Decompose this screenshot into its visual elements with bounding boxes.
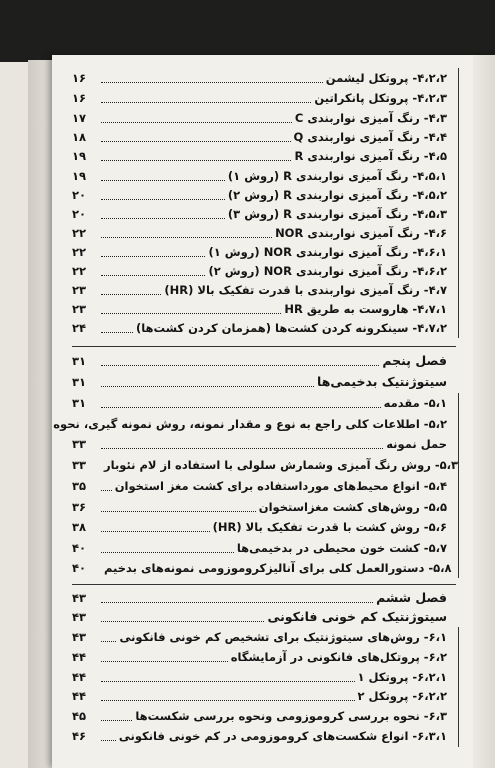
chapter-subheading: ۴۳ سیتوژنتیک کم خونی فانکونی [72,609,447,624]
toc-entry: ۲۳ ۴،۷،۱- هاروست به طریق HR [72,301,447,316]
toc-entry: ۳۵ ۵،۴- انواع محیط‌های مورداستفاده برای کشت مغز استخوان [72,478,447,493]
book-spine [28,60,54,768]
toc-entry: ۲۲ ۴،۶،۱- رنگ آمیزی نواربندی NOR (روش ۱) [72,244,447,259]
margin-rule [458,68,459,338]
toc-entry: ۲۴ ۴،۷،۲- سینکرونه کردن کشت‌ها (همزمان کردن کشت‌ها) [72,320,447,335]
toc-entry: ۴۰ ۵،۸- دستورالعمل کلی برای آنالیزکروموزومی نمونه‌های بدخیم [72,560,452,575]
chapter-subheading: ۳۱ سیتوژنتیک بدخیمی‌ها [72,374,447,389]
margin-rule [458,393,459,578]
toc-entry: ۴۶ ۶،۳،۱- انواع شکست‌های کروموزومی در کم خونی فانکونی [72,728,447,743]
toc-entry: ۳۸ ۵،۶- روش کشت با قدرت تفکیک بالا (HR) [72,519,447,534]
toc-entry: ۲۰ ۴،۵،۲- رنگ آمیزی نواربندی R (روش ۲) [72,187,447,202]
toc-entry: ۲۰ ۴،۵،۳- رنگ آمیزی نواربندی R (روش ۳) [72,206,447,221]
toc-entry: ۱۷ ۴،۳- رنگ آمیزی نواربندی C [72,110,447,125]
toc-entry: ۳۶ ۵،۵- روش‌های کشت مغزاستخوان [72,499,447,514]
toc-entry: ۲۲ ۴،۶- رنگ آمیزی نواربندی NOR [72,225,447,240]
toc-entry: ۴۴ ۶،۲،۲- پروتکل ۲ [72,688,447,703]
page-edge [473,55,495,768]
toc-entry: ۴۴ ۶،۲- پروتکل‌های فانکونی در آزمایشگاه [72,649,447,664]
toc-entry: ۱۸ ۴،۴- رنگ آمیزی نواربندی Q [72,129,447,144]
toc-entry: ۲۳ ۴،۷- رنگ آمیزی نواربندی با قدرت تفکیک بالا (HR) [72,282,447,297]
toc-entry: ۵،۲- اطلاعات کلی راجع به نوع و مقدار نمونه، روش نمونه گیری، نحوه [53,416,447,431]
toc-entry: ۱۶ ۴،۲،۳- پروتکل پانکراتین [72,90,447,105]
margin-rule [458,627,459,747]
toc-entry: ۴۴ ۶،۲،۱- پروتکل ۱ [72,669,447,684]
chapter-heading: ۴۳ فصل ششم [72,590,447,605]
section-divider [72,346,456,347]
toc-entry: ۴۳ ۶،۱- روش‌های سیتوژنتیک برای تشخیص کم خونی فانکونی [72,629,447,644]
toc-entry: ۱۹ ۴،۵،۱- رنگ آمیزی نواربندی R (روش ۱) [72,168,447,183]
toc-entry: ۴۵ ۶،۳- نحوه بررسی کروموزومی ونحوه بررسی شکست‌ها [72,708,447,723]
section-divider [72,584,456,585]
toc-entry: ۱۶ ۴،۲،۲- پروتکل لیشمن [72,70,447,85]
toc-entry: ۴۰ ۵،۷- کشت خون محیطی در بدخیمی‌ها [72,540,447,555]
toc-entry: ۳۳ ۵،۳- روش رنگ آمیزی وشمارش سلولی با استفاده از لام نئوبار [72,457,459,472]
toc-entry: ۲۲ ۴،۶،۲- رنگ آمیزی نواربندی NOR (روش ۲) [72,263,447,278]
chapter-heading: ۳۱ فصل پنجم [72,353,447,368]
scanner-background [0,0,495,62]
toc-entry: ۱۹ ۴،۵- رنگ آمیزی نواربندی R [72,148,447,163]
toc-entry: ۳۱ ۵،۱- مقدمه [72,395,447,410]
toc-entry-continued: ۳۳ حمل نمونه [72,436,447,451]
